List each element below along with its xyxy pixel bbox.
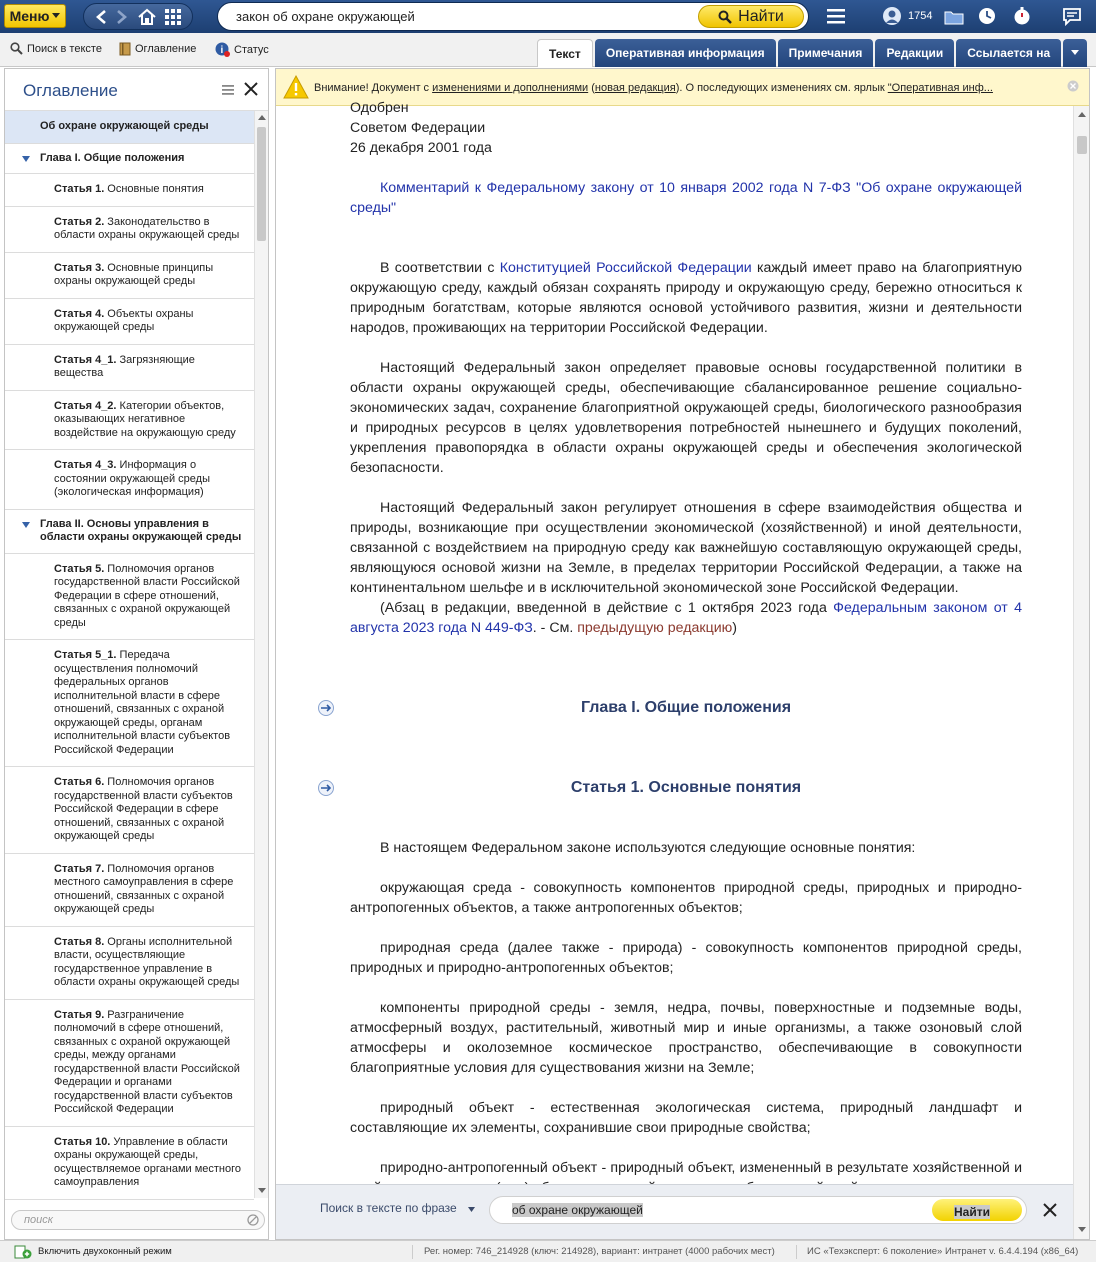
menu-dropdown-icon (52, 13, 60, 19)
folder-icon[interactable] (944, 9, 964, 25)
p4-mid: . - См. (532, 620, 578, 636)
definition-natural-object: природный объект - естественная экологическая система, природный ландшафт и составляющие их элементы, сохранившие свои природные свойства; (350, 1100, 1022, 1136)
back-icon[interactable] (94, 9, 108, 25)
toc-article-item[interactable] (5, 174, 254, 207)
document-scroll-thumb[interactable] (1077, 136, 1087, 154)
article-1-intro: В настоящем Федеральном законе используются следующие основные понятия: (380, 840, 916, 856)
toc-item-number: Статья 4_3. (54, 459, 117, 471)
toc-item-label: Полномочия органов местного самоуправления в сфере отношений, связанных с охраной окружающей среды (54, 862, 234, 915)
toc-scroll-thumb[interactable] (257, 127, 266, 241)
toc-article-item[interactable] (5, 299, 254, 345)
paragraph-1 (350, 258, 1022, 338)
document-text-area (276, 100, 1073, 1184)
federal-law-link[interactable]: Федеральным законом от 4 августа 2023 года N 449-ФЗ (350, 600, 1022, 636)
toc-item-number: Глава I. Общие положения (40, 151, 185, 164)
apps-grid-icon[interactable] (164, 8, 182, 26)
warning-new-revision-link[interactable]: новая редакция (594, 82, 676, 94)
toc-article-item[interactable] (5, 554, 254, 641)
chevron-down-icon (1071, 50, 1079, 56)
toc-article-item[interactable] (5, 207, 254, 253)
close-warning-icon[interactable] (1067, 80, 1079, 92)
toc-item-number: Статья 8. (54, 935, 105, 948)
find-in-text-button[interactable] (932, 1199, 1022, 1221)
document-scrollbar[interactable] (1073, 106, 1089, 1239)
toc-article-item[interactable] (5, 640, 254, 767)
toc-item-number: Статья 3. (54, 261, 105, 274)
toc-item-label: Полномочия органов государственной власти Российской Федерации в сфере отношений, связанных с охраной окружающей среды (54, 562, 240, 629)
status-label: Статус (234, 43, 269, 56)
main-find-button[interactable] (698, 5, 804, 28)
dual-window-toggle[interactable]: Включить двухоконный режим (38, 1246, 172, 1257)
toolbar-row (0, 33, 1096, 67)
doc-scroll-down-icon[interactable] (1078, 1227, 1086, 1232)
toc-item-label: Загрязняющие вещества (54, 353, 195, 379)
article-1-goto-icon[interactable] (316, 780, 336, 796)
expand-triangle-icon[interactable] (22, 156, 30, 162)
p4-start: (Абзац в редакции, введенной в действие с 1 октября 2023 года (380, 600, 834, 616)
toc-search-input[interactable] (11, 1210, 265, 1230)
expand-triangle-icon[interactable] (22, 522, 30, 528)
paragraph-3: Настоящий Федеральный закон регулирует отношения в сфере взаимодействия общества и природы, возникающие при осуществлении экономической (хозяйственной) и иной деятельности, связанной с воздействием на природную среду как важнейшую составляющую окружающей среды, являющуюся основой жизни на Земле, в пределах территории Российской Федерации, а также на континентальном шельфе и в исключительной экономической зоне Российской Федерации. (350, 500, 1022, 596)
definition-natural-anthropogenic-object: природно-антропогенный объект - природный объект, измененный в результате хозяйственной и (380, 1160, 1022, 1176)
toc-item-number: Статья 4. (54, 307, 105, 320)
svg-text:i: i (220, 45, 224, 56)
main-search-box[interactable] (217, 2, 809, 31)
toc-item-label: Передача осуществления полномочий федеральных органов исполнительной власти в сфере отношений, связанных с охраной окружающей среды, органам исполнительной власти субъектов Российской Федерации (54, 649, 231, 756)
document-body (350, 98, 1022, 1198)
chapter-1-goto-icon[interactable] (316, 700, 336, 716)
doc-scroll-up-icon[interactable] (1078, 112, 1086, 117)
toc-document-item[interactable] (5, 111, 254, 144)
p1-end: каждый имеет право на благоприятную окружающую среду, каждый обязан сохранять природу и окружающую среду, бережно относиться к природным богатствам, которые являются основой устойчивого развития, жизни и деятельности народов, проживающих на территории Российской Федерации. (350, 260, 1023, 336)
tab-operative-info[interactable]: Оперативная информация (595, 39, 776, 67)
close-icon[interactable] (244, 82, 258, 96)
find-mode-dropdown-icon (468, 1207, 475, 1212)
toc-item-label: Основные принципы охраны окружающей среды (54, 261, 214, 287)
product-info: ИС «Техэксперт: 6 поколение» Интранет v. 6.4.4.194 (x86_64) (807, 1246, 1079, 1257)
toc-article-item[interactable] (5, 927, 254, 1000)
approved-line-3: 26 декабря 2001 года (350, 140, 492, 156)
toc-item-number: Статья 4_1. (54, 353, 117, 366)
tab-revisions[interactable]: Редакции (875, 39, 954, 67)
menu-label: Меню (9, 8, 50, 24)
warning-prefix: Внимание! Документ с (314, 82, 433, 94)
toc-chapter-item[interactable] (5, 510, 254, 554)
tab-text[interactable]: Текст (537, 39, 593, 67)
toc-item-number: Статья 9. (54, 1008, 105, 1021)
toc-item-label: Законодательство в области охраны окружающей среды (54, 215, 240, 241)
warning-operative-link[interactable]: "Оперативная инф... (887, 82, 993, 94)
home-icon[interactable] (137, 8, 157, 26)
approved-line-1: Одобрен (350, 100, 409, 116)
status-bar (0, 1240, 1096, 1262)
tab-refers-to[interactable]: Ссылается на (956, 39, 1061, 67)
toc-item-label: Органы исполнительной власти, осуществляющие государственное управление в области охраны окружающей среды (54, 935, 240, 988)
toc-item-label: Основные понятия (104, 183, 204, 195)
book-icon (119, 42, 131, 56)
hamburger-menu-icon[interactable] (827, 6, 845, 26)
tabs-more-button[interactable] (1063, 39, 1087, 67)
toc-item-number: Глава II. Основы управления в области охраны окружающей среды (40, 517, 242, 543)
toc-article-item[interactable] (5, 253, 254, 299)
toc-item-number: Статья 2. (54, 215, 105, 228)
find-in-text-button-label: Найти (954, 1205, 990, 1219)
toc-item-label: Категории объектов, оказывающих негативное воздействие на окружающую среду (54, 399, 236, 439)
toc-item-number: Статья 1. (54, 183, 105, 195)
list-options-icon[interactable] (222, 84, 236, 96)
dual-window-icon[interactable] (14, 1245, 32, 1259)
toc-item-label: Объекты охраны окружающей среды (54, 307, 194, 333)
menu-button[interactable] (4, 4, 66, 28)
main-find-label: Найти (738, 7, 784, 25)
toc-item-number: Статья 5. (54, 562, 105, 575)
paragraph-2: Настоящий Федеральный закон определяет правовые основы государственной политики в области охраны окружающей среды, обеспечивающие сбалансированное решение социально-экономических задач, сохранение благоприятной окружающей среды, биологического разнообразия и природных ресурсов в целях удовлетворения потребностей нынешнего и будущих поколений, укрепления правопорядка в области охраны окружающей среды и обеспечения экологической безопасности. (350, 360, 1022, 476)
toc-search-placeholder: поиск (24, 1214, 53, 1226)
status-info-icon (215, 42, 230, 57)
close-find-bar-icon[interactable] (1043, 1203, 1057, 1217)
tab-notes[interactable]: Примечания (778, 39, 874, 67)
search-icon (10, 42, 23, 55)
approved-line-2: Советом Федерации (350, 120, 486, 136)
document-counter: 1754 (908, 10, 933, 22)
toc-article-item[interactable] (5, 391, 254, 451)
toc-chapter-item[interactable] (5, 144, 254, 175)
scroll-up-icon[interactable] (258, 115, 266, 120)
toc-item-number: Статья 10. (54, 1135, 111, 1148)
find-query-text: об охране окружающей (512, 1203, 643, 1217)
clock-icon[interactable] (977, 6, 997, 26)
toc-list (5, 111, 254, 1198)
main-search-input[interactable]: закон об охране окружающей (236, 9, 415, 24)
document-panel (275, 68, 1090, 1240)
search-in-text-button[interactable] (10, 42, 102, 55)
toc-item-label: Информация о состоянии окружающей среды (экологическая информация) (54, 459, 210, 498)
find-in-text-input[interactable] (489, 1196, 1027, 1224)
find-in-text-bar (276, 1184, 1073, 1239)
toc-item-label: Полномочия органов государственной власти субъектов Российской Федерации в сфере отношений, связанных с охраной окружающей среды (54, 776, 233, 842)
p1-start: В соответствии с (380, 260, 500, 276)
scroll-down-icon[interactable] (258, 1188, 266, 1193)
p4-end: ) (732, 620, 738, 636)
find-mode-label: Поиск в тексте по фразе (320, 1201, 457, 1215)
top-bar (0, 0, 1096, 33)
toc-item-number: Статья 4_2. (54, 399, 117, 412)
warning-mid1: ( (588, 82, 595, 94)
clear-search-icon[interactable] (247, 1214, 259, 1226)
stopwatch-icon[interactable] (1012, 6, 1032, 26)
toc-item-number: Об охране окружающей среды (40, 120, 209, 132)
toc-panel (4, 68, 269, 1240)
magnifier-icon (718, 10, 732, 24)
paragraph-4 (350, 598, 1022, 638)
warning-mid2: ). О последующих изменениях см. ярлык (675, 82, 888, 94)
toc-button[interactable] (119, 42, 196, 56)
toc-article-item[interactable] (5, 345, 254, 391)
toc-article-item[interactable] (5, 767, 254, 854)
previous-revision-link[interactable]: предыдущую редакцию (577, 620, 733, 636)
toc-article-item[interactable] (5, 450, 254, 510)
status-button[interactable] (215, 42, 269, 57)
toc-item-number: Статья 7. (54, 862, 105, 875)
definition-environment: окружающая среда - совокупность компонентов природной среды, природных и природно-антропогенных объектов, а также антропогенных объектов; (350, 880, 1022, 916)
constitution-link[interactable]: Конституцией Российской Федерации (499, 260, 752, 276)
toc-article-item[interactable] (5, 1127, 254, 1200)
warning-icon (283, 75, 309, 99)
document-tabs (537, 39, 1087, 67)
find-mode-select[interactable] (320, 1201, 475, 1215)
navigation-group (83, 3, 193, 30)
search-in-text-label: Поиск в тексте (27, 42, 102, 55)
warning-text (314, 82, 993, 94)
article-1-heading (350, 778, 1022, 798)
toc-article-item[interactable] (5, 854, 254, 927)
definition-components: компоненты природной среды - земля, недра, почвы, поверхностные и подземные воды, атмосферный воздух, растительный, животный мир и иные организмы, а также озоновый слой атмосферы и околоземное космическое пространство, обеспечивающие в совокупности благоприятные условия для существования жизни на Земле; (350, 1000, 1022, 1076)
toc-panel-title: Оглавление (23, 81, 118, 100)
warning-changes-link[interactable]: изменениями и дополнениями (432, 82, 589, 94)
forward-icon[interactable] (115, 9, 129, 25)
toc-label: Оглавление (135, 43, 197, 55)
messages-icon[interactable] (1062, 6, 1082, 26)
toc-panel-header (5, 69, 268, 111)
toc-item-label: Управление в области охраны окружающей среды, осуществляемое органами местного самоуправления (54, 1135, 242, 1188)
article-1-title: Статья 1. Основные понятия (570, 779, 802, 796)
chapter-1-heading (350, 698, 1022, 718)
definition-natural-environment: природная среда (далее также - природа) - совокупность компонентов природной среды, природных и природно-антропогенных объектов; (350, 940, 1022, 976)
commentary-link[interactable]: Комментарий к Федеральному закону от 10 января 2002 года N 7-ФЗ "Об охране окружающей среды" (350, 180, 1022, 216)
toc-item-number: Статья 5_1. (54, 649, 117, 661)
toc-article-item[interactable] (5, 1000, 254, 1127)
chapter-1-title: Глава I. Общие положения (580, 699, 792, 716)
registration-info: Рег. номер: 746_214928 (ключ: 214928), вариант: интранет (4000 рабочих мест) (424, 1246, 775, 1257)
user-icon[interactable] (882, 6, 902, 26)
toc-item-number: Статья 6. (54, 776, 105, 788)
toc-item-label: Разграничение полномочий в сфере отношений, связанных с охраной окружающей среды, между органами государственной власти Российской Федерации и органами государственной власти субъектов Российской Федерации (54, 1008, 240, 1115)
toc-scrollbar[interactable] (254, 111, 268, 1198)
